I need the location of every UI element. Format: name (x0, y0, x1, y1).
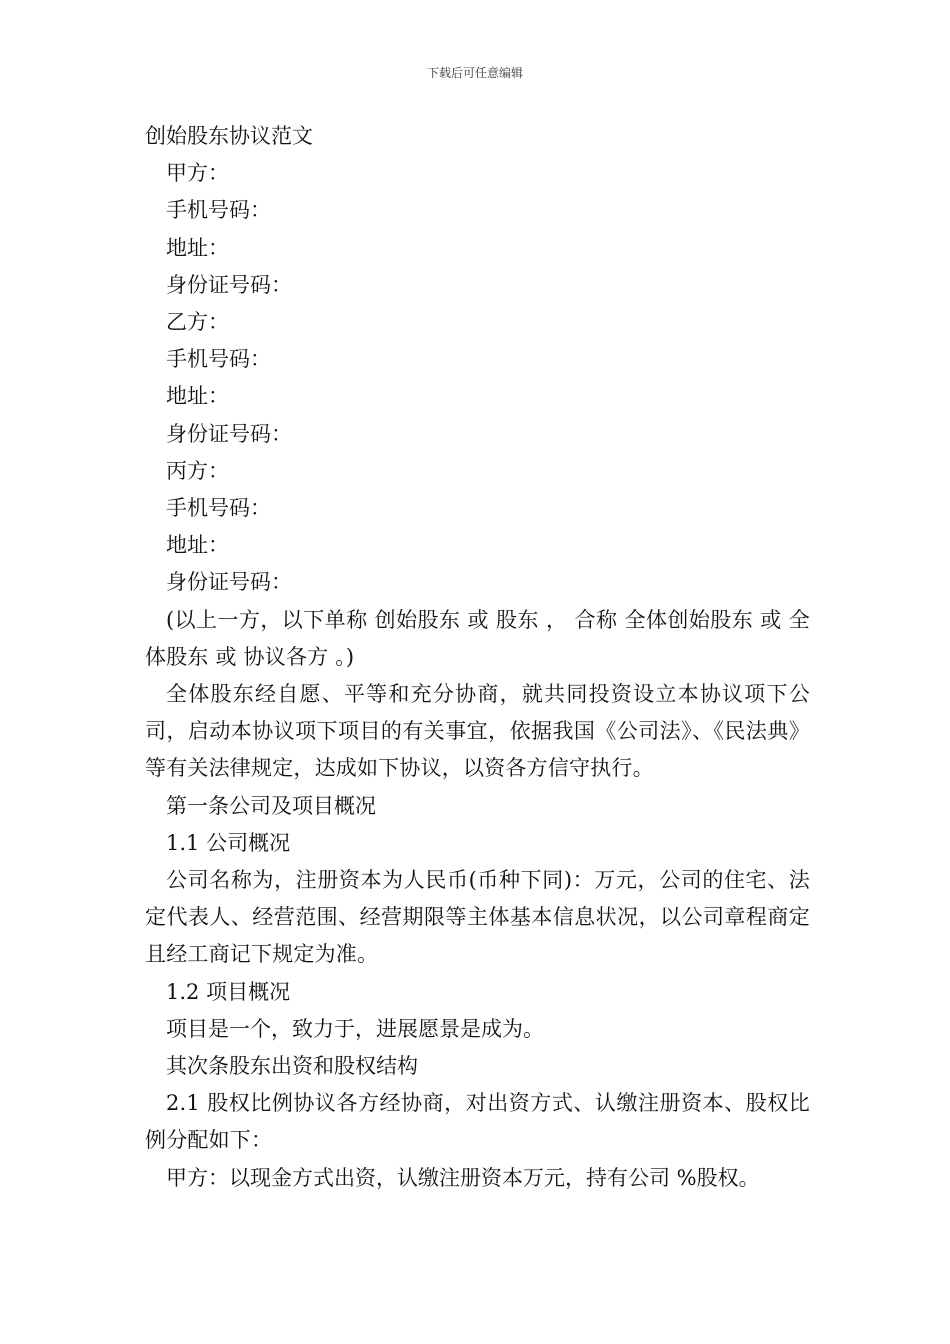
party-c-label: 丙方： (166, 458, 229, 483)
party-c-id-label: 身份证号码： (166, 570, 292, 595)
party-a-label: 甲方： (166, 161, 229, 186)
section-1-1-text: 公司名称为，注册资本为人民币(币种下同)：万元，公司的住宅、法定代表人、经营范围、经营期限等主体基本信息状况，以公司章程商定且经工商记下规定为准。 (145, 868, 810, 967)
document-title: 创始股东协议范文 (145, 124, 313, 148)
party-a-contribution: 甲方：以现金方式出资，认缴注册资本万元，持有公司 %股权。 (166, 1165, 760, 1190)
preamble-paragraph: 全体股东经自愿、平等和充分协商，就共同投资设立本协议项下公司，启动本协议项下项目的有关事宜，依据我国《公司法》、《民法典》等有关法律规定，达成如下协议，以资各方信守执行。 (145, 682, 810, 781)
party-b-phone-label: 手机号码： (166, 347, 271, 372)
article-1-heading: 第一条公司及项目概况 (166, 793, 376, 818)
party-a-id-label: 身份证号码： (166, 272, 292, 297)
party-c-phone-label: 手机号码： (166, 496, 271, 521)
agreement-document (145, 118, 810, 1197)
page-header-note: 下载后可任意编辑 (426, 66, 523, 80)
article-2-heading: 其次条股东出资和股权结构 (166, 1054, 418, 1079)
party-b-id-label: 身份证号码： (166, 421, 292, 446)
party-a-phone-label: 手机号码： (166, 198, 271, 223)
section-1-1-heading: 1.1 公司概况 (166, 830, 291, 855)
party-b-label: 乙方： (166, 310, 229, 335)
party-b-address-label: 地址： (166, 384, 229, 409)
section-2-1-text: 2.1 股权比例协议各方经协商，对出资方式、认缴注册资本、股权比例分配如下： (145, 1091, 810, 1153)
section-1-2-heading: 1.2 项目概况 (166, 979, 291, 1004)
definition-paragraph: (以上一方，以下单称 创始股东 或 股东 ， 合称 全体创始股东 或 全体股东 或 协议各方 。) (145, 607, 810, 669)
section-1-2-text: 项目是一个，致力于，进展愿景是成为。 (166, 1016, 544, 1041)
party-a-address-label: 地址： (166, 235, 229, 260)
party-c-address-label: 地址： (166, 533, 229, 558)
